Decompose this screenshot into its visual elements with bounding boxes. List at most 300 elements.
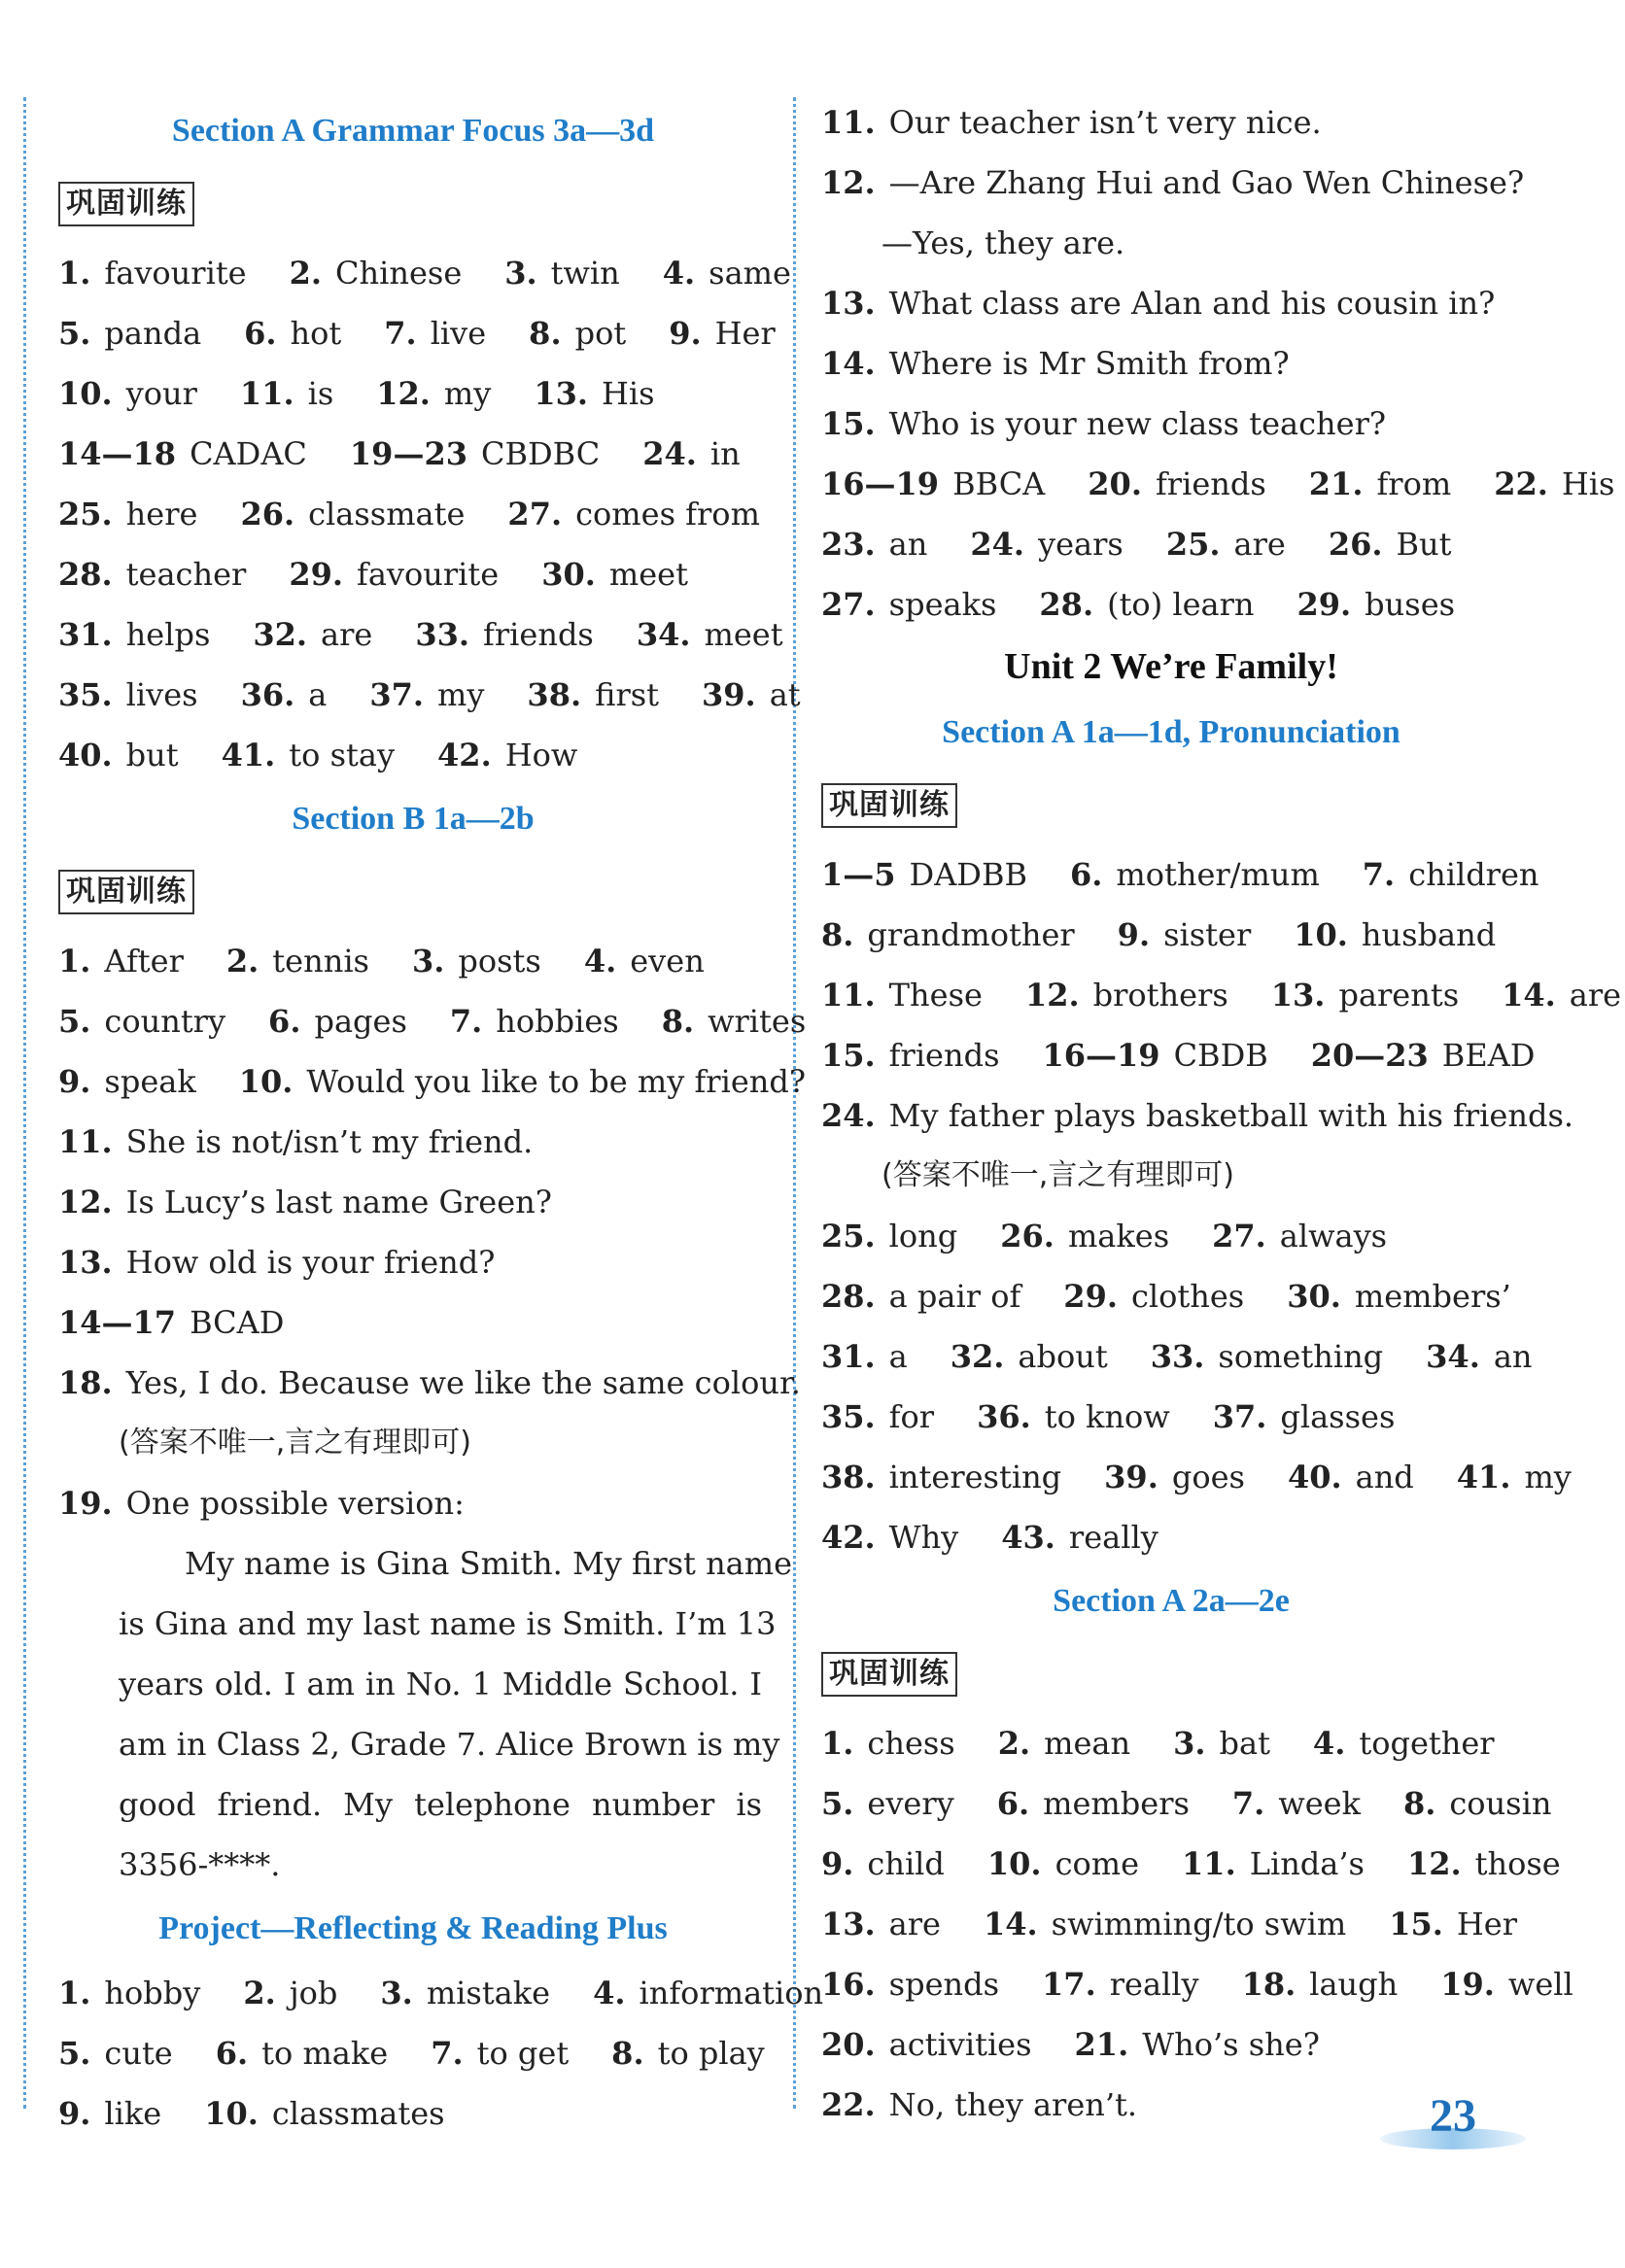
unit-title: Unit 2 We’re Family! [1004, 646, 1338, 687]
answer-text: goes [1171, 1459, 1245, 1495]
answer-item [821, 1266, 1020, 1326]
answer-row [58, 725, 768, 785]
answer-item [58, 484, 197, 544]
answer-text: cousin [1449, 1785, 1552, 1822]
answer-item [637, 604, 783, 665]
answer-item [1075, 2014, 1320, 2075]
section-heading: Section A Grammar Focus 3a—3d [171, 113, 655, 149]
question-number: 37. [369, 676, 424, 713]
answer-row [821, 1773, 1552, 1834]
answer-text: friends [1155, 465, 1266, 502]
answer-text: meet [704, 616, 783, 653]
answer-row [58, 424, 768, 484]
section-heading: Section A 2a—2e [1053, 1583, 1290, 1619]
page-number: 23 [1380, 2087, 1526, 2155]
answer-text: for [888, 1398, 935, 1435]
answer-row [821, 1894, 1521, 1954]
question-number: 13. [821, 1906, 876, 1942]
answer-item [1043, 1025, 1268, 1085]
answer-text: here [125, 496, 198, 533]
answer-text: How [504, 737, 578, 773]
answer-sentence: 24. My father plays basketball with his friends. [821, 1097, 1574, 1134]
essay-line: good friend. My telephone number is [119, 1786, 762, 1823]
question-number: 10. [1294, 916, 1348, 953]
answer-item [821, 574, 996, 635]
answer-text: even [630, 943, 705, 979]
answer-item [821, 1894, 941, 1954]
question-number: 7. [1231, 1785, 1265, 1822]
answer-row [58, 484, 768, 544]
question-number: 13. [1270, 977, 1326, 1014]
question-number: 11. [1182, 1845, 1236, 1882]
question-number: 28. [1039, 586, 1094, 623]
question-number: 5. [58, 315, 91, 352]
answer-text: members’ [1354, 1278, 1511, 1315]
answer-item [369, 665, 484, 725]
answer-item [593, 1963, 823, 2023]
answer-row [58, 2083, 768, 2144]
answer-item [821, 844, 1027, 905]
answer-text: at [769, 676, 801, 713]
question-number: 3. [380, 1975, 413, 2011]
question-number: 29. [289, 556, 343, 593]
question-number: 33. [415, 616, 470, 653]
question-number: 16. [821, 1966, 876, 2003]
question-number: 34. [1426, 1338, 1480, 1375]
answer-text: are [888, 1906, 941, 1942]
answer-text: But [1396, 526, 1452, 563]
answer-item [58, 1051, 196, 1112]
answer-text: an [888, 526, 928, 563]
answer-item [611, 2023, 765, 2083]
answer-item [1457, 1447, 1572, 1507]
answer-item [1151, 1326, 1383, 1387]
answer-item [821, 2014, 1032, 2075]
answer-item [977, 1387, 1170, 1447]
answer-sentence: 14—17 BCAD [58, 1304, 285, 1341]
answer-item [998, 1713, 1130, 1773]
answer-text: makes [1067, 1218, 1170, 1254]
answer-row [821, 1447, 1572, 1507]
answer-text: something [1218, 1338, 1384, 1375]
answer-sentence: 13. What class are Alan and his cousin in? [821, 285, 1496, 322]
answer-text: an [1493, 1338, 1533, 1375]
answer-text: members [1043, 1785, 1190, 1822]
answer-text: hobby [104, 1975, 201, 2011]
answer-text: hot [290, 315, 342, 352]
essay-line: am in Class 2, Grade 7. Alice Brown is my [119, 1726, 780, 1763]
question-number: 26. [240, 496, 295, 533]
answer-text: job [289, 1975, 338, 2011]
question-number: 38. [527, 676, 582, 713]
answer-item [437, 725, 577, 785]
question-number: 38. [821, 1459, 876, 1495]
answer-item [1288, 1447, 1414, 1507]
answer-text: Would you like to be my friend? [306, 1063, 807, 1100]
answer-sentence: 19. One possible version: [58, 1485, 465, 1522]
answer-text: speaks [888, 586, 997, 623]
question-number: 15. [1389, 1906, 1443, 1942]
question-number: 1. [58, 1975, 91, 2011]
question-number: 3. [1173, 1725, 1206, 1762]
answer-row [821, 1025, 1536, 1085]
answer-text: twin [550, 255, 620, 292]
answer-text: first [595, 676, 660, 713]
answer-item [1088, 454, 1266, 514]
section-heading: Project—Reflecting & Reading Plus [158, 1910, 668, 1946]
answer-text: long [888, 1218, 958, 1254]
answer-text: to get [476, 2035, 570, 2072]
answer-item [1294, 905, 1496, 965]
answer-text: to make [261, 2035, 389, 2072]
answer-text: Who’s she? [1142, 2026, 1320, 2063]
answer-text: activities [888, 2026, 1032, 2063]
answer-row [58, 931, 768, 991]
question-number: 27. [821, 586, 876, 623]
question-number: 8. [661, 1003, 695, 1040]
question-number: 7. [431, 2035, 464, 2072]
answer-item [290, 243, 463, 303]
answer-item [1104, 1447, 1245, 1507]
answer-text: and [1355, 1459, 1414, 1495]
answer-item [450, 991, 619, 1051]
question-number: 2. [225, 943, 259, 979]
answer-item [240, 484, 465, 544]
answer-item [58, 544, 246, 604]
question-number: 29. [1297, 586, 1352, 623]
question-number: 33. [1150, 1338, 1205, 1375]
question-number: 40. [1287, 1459, 1342, 1495]
answer-text: are [1233, 526, 1286, 563]
question-number: 12. [1406, 1845, 1462, 1882]
answer-text: to know [1044, 1398, 1170, 1435]
question-number: 9. [58, 1063, 91, 1100]
question-number: 39. [702, 676, 756, 713]
answer-item [821, 1326, 908, 1387]
answer-item [1363, 844, 1539, 905]
answer-row [821, 1326, 1533, 1387]
answer-item [204, 2083, 444, 2144]
question-number: 25. [58, 496, 113, 533]
answer-item [1063, 1266, 1244, 1326]
answer-text: years [1038, 526, 1124, 563]
exercise-label: 巩固训练 [58, 182, 194, 226]
question-number: 8. [821, 916, 854, 953]
answer-item [1232, 1773, 1361, 1834]
answer-text: classmates [271, 2095, 445, 2132]
question-number: 7. [449, 1003, 483, 1040]
answer-item [1182, 1834, 1365, 1894]
answer-row [821, 844, 1539, 905]
answer-item [1070, 844, 1320, 905]
answer-item [350, 424, 600, 484]
answer-item [1502, 965, 1621, 1025]
question-number: 12. [1024, 977, 1080, 1014]
question-number: 12. [376, 375, 431, 412]
answer-text: teacher [125, 556, 247, 593]
answer-text: panda [104, 315, 202, 352]
exercise-label: 巩固训练 [58, 870, 194, 914]
answer-text: Linda’s [1249, 1845, 1365, 1882]
answer-text: is [307, 375, 334, 412]
answer-item [412, 931, 541, 991]
question-number: 34. [636, 616, 691, 653]
answer-text: speak [104, 1063, 196, 1100]
answer-item [821, 1447, 1061, 1507]
question-number: 10. [58, 375, 113, 412]
right-column [821, 92, 1622, 2135]
question-number: 2. [289, 255, 323, 292]
question-number: 16—19 [821, 465, 940, 502]
question-number: 21. [1308, 465, 1364, 502]
answer-row [821, 1266, 1521, 1326]
answer-text: those [1474, 1845, 1561, 1882]
answer-sentence: 12. Is Lucy’s last name Green? [58, 1184, 552, 1220]
question-number: 41. [1456, 1459, 1511, 1495]
answer-row [821, 1713, 1521, 1773]
answer-item [970, 514, 1123, 574]
answer-item [529, 303, 626, 363]
question-number: 1. [58, 943, 91, 979]
answer-item [1212, 1206, 1387, 1266]
answer-text: mean [1044, 1725, 1131, 1762]
question-number: 42. [821, 1519, 876, 1556]
answer-item [527, 665, 659, 725]
question-number: 15. [821, 1037, 876, 1074]
answer-text: are [321, 616, 373, 653]
answer-item [239, 1051, 806, 1112]
answer-text: interesting [888, 1459, 1062, 1495]
answer-item [821, 965, 983, 1025]
answer-item [384, 303, 486, 363]
essay-line: My name is Gina Smith. My first name [185, 1545, 793, 1582]
answer-text: comes from [575, 496, 760, 533]
answer-text: Her [1456, 1906, 1517, 1942]
answer-item [984, 1894, 1346, 1954]
answer-item [987, 1834, 1139, 1894]
answer-item [58, 665, 198, 725]
answer-item [222, 725, 395, 785]
answer-item [821, 1834, 945, 1894]
answer-row [58, 1051, 807, 1112]
answer-text: always [1279, 1218, 1388, 1254]
answer-sentence: 11. Our teacher isn’t very nice. [821, 104, 1322, 141]
question-number: 41. [221, 737, 276, 773]
answer-item [584, 931, 705, 991]
question-number: 27. [1212, 1218, 1266, 1254]
answer-text: laugh [1309, 1966, 1399, 2003]
answer-text: from [1376, 465, 1452, 502]
answer-text: CBDB [1173, 1037, 1268, 1074]
question-number: 32. [253, 616, 308, 653]
question-number: 4. [662, 255, 696, 292]
section-heading: Section B 1a—2b [292, 801, 535, 837]
answer-sentence: 22. No, they aren’t. [821, 2086, 1138, 2123]
question-number: 4. [583, 943, 617, 979]
question-number: 28. [58, 556, 113, 593]
essay-line: 3356-****. [119, 1846, 281, 1883]
answer-item [58, 1963, 200, 2023]
question-number: 5. [58, 1003, 91, 1040]
question-number: 27. [507, 496, 563, 533]
answer-text: about [1018, 1338, 1108, 1375]
question-number: 24. [970, 526, 1025, 563]
answer-item [507, 484, 759, 544]
answer-text: chess [867, 1725, 955, 1762]
answer-item [58, 931, 184, 991]
answer-item [376, 363, 491, 424]
answer-item [58, 991, 225, 1051]
answer-row [58, 604, 783, 665]
question-number: 9. [58, 2095, 91, 2132]
answer-text: His [1561, 465, 1615, 502]
answer-text: Her [714, 315, 776, 352]
answer-item [1287, 1266, 1511, 1326]
answer-text: my [443, 375, 492, 412]
answer-item [821, 1507, 958, 1567]
answer-text: favourite [356, 556, 500, 593]
answer-item [669, 303, 776, 363]
question-number: 26. [1328, 526, 1383, 563]
answer-item [1271, 965, 1459, 1025]
answer-item [1297, 574, 1456, 635]
question-number: 19. [1440, 1966, 1495, 2003]
answer-text: like [104, 2095, 162, 2132]
answer-text: Why [888, 1519, 959, 1556]
answer-item [58, 2083, 161, 2144]
answer-text: CADAC [190, 435, 307, 472]
left-margin-line [23, 97, 26, 2109]
question-number: 6. [215, 2035, 249, 2072]
question-number: 24. [642, 435, 697, 472]
question-number: 26. [1000, 1218, 1055, 1254]
answer-text: DADBB [909, 856, 1027, 893]
question-number: 16—19 [1042, 1037, 1160, 1074]
answer-item [1403, 1773, 1551, 1834]
question-number: 30. [1287, 1278, 1341, 1315]
question-number: 13. [534, 375, 589, 412]
answer-row [821, 1507, 1521, 1567]
question-number: 14. [983, 1906, 1038, 1942]
answer-item [216, 2023, 388, 2083]
answer-text: mistake [426, 1975, 551, 2011]
answer-row [821, 1387, 1521, 1447]
question-number: 42. [437, 737, 492, 773]
answer-item [1173, 1713, 1270, 1773]
answer-text: children [1408, 856, 1539, 893]
answer-item [241, 665, 328, 725]
question-number: 9. [1117, 916, 1151, 953]
answer-item [821, 1387, 934, 1447]
answer-item [1213, 1387, 1396, 1447]
question-number: 35. [821, 1398, 876, 1435]
answer-item [415, 604, 594, 665]
answer-item [1309, 454, 1451, 514]
answer-text: favourite [104, 255, 247, 292]
question-number: 1. [821, 1725, 854, 1762]
answer-row [58, 243, 791, 303]
answer-item [1407, 1834, 1561, 1894]
question-number: 5. [821, 1785, 854, 1822]
answer-item [1042, 1954, 1199, 2014]
question-number: 10. [238, 1063, 294, 1100]
exercise-label: 巩固训练 [821, 783, 957, 828]
answer-text: friends [888, 1037, 1000, 1074]
question-number: 4. [593, 1975, 626, 2011]
answer-item [821, 1206, 957, 1266]
answer-row [821, 1954, 1573, 2014]
question-number: 28. [821, 1278, 876, 1315]
answer-item [702, 665, 801, 725]
question-number: 35. [58, 676, 113, 713]
question-number: 14—18 [58, 435, 177, 472]
answer-text: spends [888, 1966, 1000, 2003]
answer-sentence: 18. Yes, I do. Because we like the same colour. [58, 1364, 801, 1401]
answer-text: a pair of [888, 1278, 1021, 1315]
answer-item [244, 303, 341, 363]
answer-item [1426, 1326, 1532, 1387]
question-number: 31. [58, 616, 113, 653]
question-number: 40. [58, 737, 113, 773]
question-number: 9. [669, 315, 702, 352]
answer-text: BBCA [952, 465, 1046, 502]
answer-item [58, 2023, 173, 2083]
left-column [58, 97, 824, 2144]
answer-text: husband [1361, 916, 1497, 953]
answer-item [243, 1963, 337, 2023]
exercise-label: 巩固训练 [821, 1652, 957, 1697]
answer-text: mother/mum [1116, 856, 1320, 893]
answer-note: (答案不唯一,言之有理即可) [882, 1158, 1234, 1192]
answer-item [821, 1773, 954, 1834]
answer-item [1166, 514, 1286, 574]
answer-item [663, 243, 791, 303]
answer-row [821, 2014, 1521, 2075]
answer-item [1000, 1206, 1169, 1266]
answer-text: swimming/to swim [1051, 1906, 1347, 1942]
answer-item [1494, 454, 1614, 514]
question-number: 36. [240, 676, 295, 713]
question-number: 23. [821, 526, 876, 563]
answer-row [821, 1206, 1521, 1266]
answer-text: but [125, 737, 179, 773]
answer-row [58, 303, 776, 363]
answer-text: parents [1338, 977, 1460, 1014]
answer-text: lives [125, 676, 198, 713]
answer-row [821, 454, 1615, 514]
answer-text: grandmother [867, 916, 1075, 953]
answer-row [58, 363, 768, 424]
answer-row [58, 1963, 824, 2023]
answer-item [268, 991, 407, 1051]
answer-text: to play [657, 2035, 765, 2072]
answer-text: buses [1365, 586, 1456, 623]
answer-text: my [1524, 1459, 1572, 1495]
answer-text: are [1569, 977, 1622, 1014]
answer-text: helps [125, 616, 211, 653]
answer-row [58, 991, 807, 1051]
question-number: 7. [1362, 856, 1396, 893]
answer-item [821, 514, 927, 574]
question-number: 32. [950, 1338, 1005, 1375]
question-number: 1—5 [821, 856, 896, 893]
question-number: 31. [821, 1338, 876, 1375]
question-number: 7. [384, 315, 417, 352]
answer-text: same [709, 255, 791, 292]
answer-text: child [867, 1845, 945, 1882]
answer-item [226, 931, 369, 991]
answer-text: together [1359, 1725, 1495, 1762]
